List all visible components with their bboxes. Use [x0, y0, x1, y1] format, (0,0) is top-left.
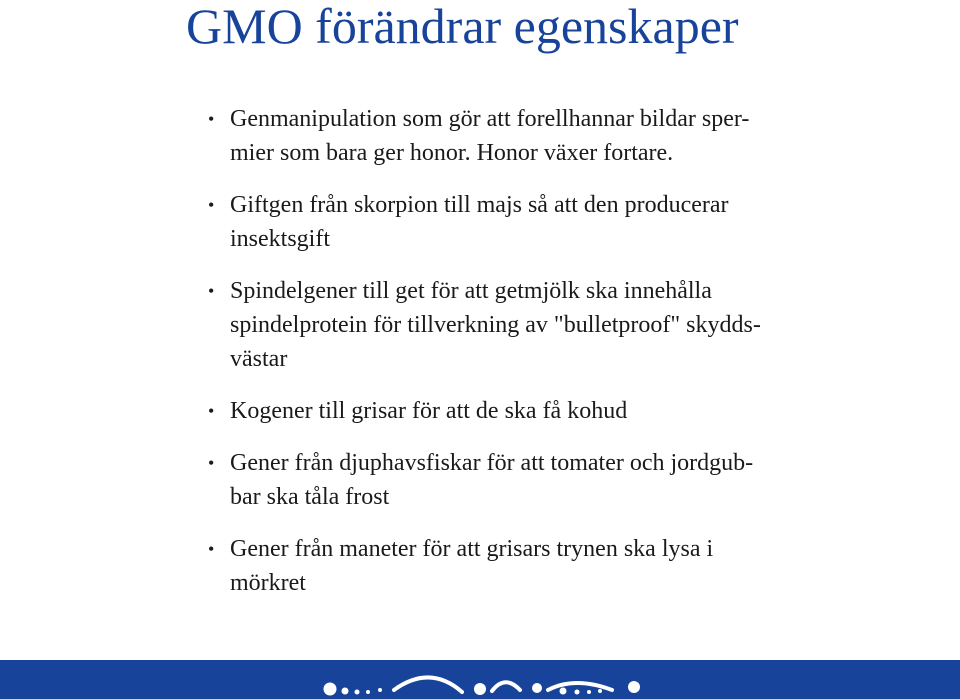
wave-dots-ornament-icon	[0, 660, 960, 699]
bullet-dot: •	[208, 453, 215, 473]
bullet-dot: •	[208, 281, 215, 301]
bullet-item	[206, 188, 826, 256]
bullet-text: Spindelgener till get för att getmjölk ska innehålla spindelprotein för tillverkning av "bulletproof" skydds- västar	[230, 278, 761, 372]
bullet-text: Giftgen från skorpion till majs så att den producerar insektsgift	[230, 192, 729, 252]
bullet-item	[206, 102, 826, 170]
bullet-item	[206, 446, 826, 514]
bullet-text: Genmanipulation som gör att forellhannar bildar sper- mier som bara ger honor. Honor växer fortare.	[230, 106, 750, 166]
slide-title: GMO förändrar egenskaper	[186, 0, 739, 54]
bullet-dot: •	[208, 109, 215, 129]
bullet-dot: •	[208, 539, 215, 559]
bullet-list	[206, 102, 826, 618]
bullet-item	[206, 532, 826, 600]
bullet-dot: •	[208, 401, 215, 421]
bullet-text: Gener från maneter för att grisars trynen ska lysa i mörkret	[230, 536, 714, 596]
bullet-item	[206, 274, 826, 376]
bullet-item	[206, 394, 826, 428]
footer-bar	[0, 660, 960, 699]
bullet-text: Kogener till grisar för att de ska få kohud	[230, 398, 628, 424]
bullet-dot: •	[208, 195, 215, 215]
bullet-text: Gener från djuphavsfiskar för att tomater och jordgub- bar ska tåla frost	[230, 450, 754, 510]
